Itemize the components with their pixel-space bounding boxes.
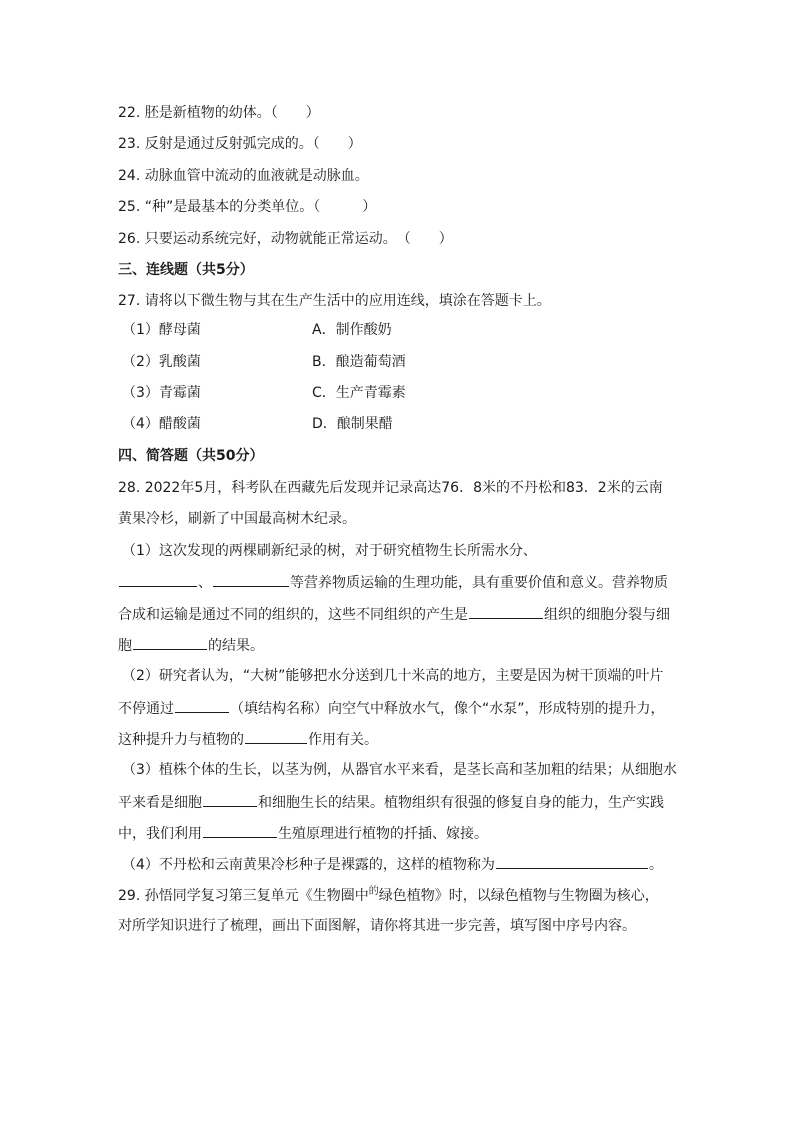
section-4-title: 四、简答题（共50分） xyxy=(118,448,264,464)
section-3-title: 三、连线题（共5分） xyxy=(118,262,254,278)
question-28-line-2: 黄果冷杉，刷新了中国最高树木纪录。 xyxy=(118,511,356,527)
answer-blank[interactable] xyxy=(203,792,257,807)
question-24: 24. 动脉血管中流动的血液就是动脉血。 xyxy=(118,168,369,184)
q28-part1-line-2: 、 等营养物质运输的生理功能，具有重要价值和意义。营养物质 xyxy=(118,572,668,593)
answer-blank[interactable] xyxy=(133,635,207,650)
q28-part2-line-1: （2）研究者认为，“大树”能够把水分送到几十米高的地方，主要是因为树干顶端的叶片 xyxy=(122,668,664,684)
q28-part1-line-4: 胞 的结果。 xyxy=(118,635,264,656)
answer-blank[interactable] xyxy=(175,698,229,713)
answer-blank[interactable] xyxy=(496,854,648,869)
q28-part1-line-1: （1）这次发现的两棵刷新纪录的树，对于研究植物生长所需水分、 xyxy=(122,543,537,559)
question-25: 25. “种”是最基本的分类单位。（ ） xyxy=(118,199,377,215)
application-c: C．生产青霉素 xyxy=(312,385,406,401)
q28-part4-line-1: （4）不丹松和云南黄果冷杉种子是裸露的，这样的植物称为 。 xyxy=(122,854,663,875)
q28-part2-line-2: 不停通过 （填结构名称）向空气中释放水气，像个“水泵”，形成特别的提升力， xyxy=(118,698,665,719)
application-b: B．酿造葡萄酒 xyxy=(312,354,406,370)
question-22: 22. 胚是新植物的幼体。（ ） xyxy=(118,105,320,121)
question-23: 23. 反射是通过反射弧完成的。（ ） xyxy=(118,136,362,152)
answer-blank[interactable] xyxy=(245,729,307,744)
answer-blank[interactable] xyxy=(469,604,543,619)
q28-part3-line-3: 中，我们利用 生殖原理进行植物的扦插、嫁接。 xyxy=(118,823,488,844)
q28-part3-line-2: 平来看是细胞 和细胞生长的结果。植物组织有很强的修复自身的能力，生产实践 xyxy=(118,792,664,813)
microbe-4: （4）醋酸菌 xyxy=(122,416,201,432)
microbe-2: （2）乳酸菌 xyxy=(122,354,201,370)
answer-blank[interactable] xyxy=(203,823,277,838)
q28-part1-line-3: 合成和运输是通过不同的组织的，这些不同组织的产生是 组织的细胞分裂与细 xyxy=(118,604,670,625)
question-29-line-1: 29. 孙悟同学复习第三复单元《生物圈中$^的$绿色植物》时，以绿色植物与生物圈为核心， xyxy=(118,886,659,904)
q28-part3-line-1: （3）植株个体的生长，以茎为例，从器官水平来看，是茎长高和茎加粗的结果；从细胞水 xyxy=(122,762,677,778)
application-d: D．酿制果醋 xyxy=(312,416,393,432)
answer-blank[interactable] xyxy=(119,572,197,587)
question-26: 26. 只要运动系统完好，动物就能正常运动。 （ ） xyxy=(118,231,453,247)
application-a: A．制作酸奶 xyxy=(312,322,392,338)
microbe-3: （3）青霉菌 xyxy=(122,385,201,401)
question-28-line-1: 28. 2022年5月，科考队在西藏先后发现并记录高达76．8米的不丹松和83．2米的云南 xyxy=(118,480,663,496)
microbe-1: （1）酵母菌 xyxy=(122,322,201,338)
answer-blank[interactable] xyxy=(213,572,289,587)
question-27: 27. 请将以下微生物与其在生产生活中的应用连线，填涂在答题卡上。 xyxy=(118,293,551,309)
question-29-line-2: 对所学知识进行了梳理，画出下面图解，请你将其进一步完善，填写图中序号内容。 xyxy=(118,918,636,934)
q28-part2-line-3: 这种提升力与植物的 作用有关。 xyxy=(118,729,378,750)
